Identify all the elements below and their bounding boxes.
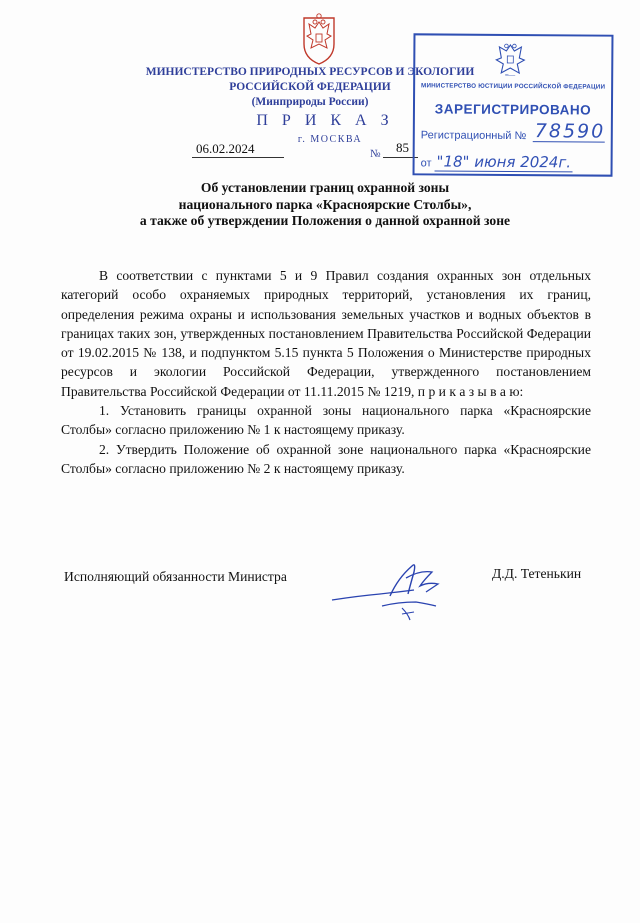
title-line1: Об установлении границ охранной зоны: [200, 180, 450, 195]
registration-stamp: [413, 33, 614, 176]
ministry-short-name: (Минприроды России): [251, 96, 369, 108]
stamp-date-value: "18" июня 2024г.: [435, 152, 574, 172]
document-type: П Р И К А З: [256, 112, 394, 129]
russian-coat-of-arms-icon: [298, 10, 340, 66]
stamp-date-prefix: от: [420, 157, 432, 170]
document-title: [60, 180, 590, 230]
ministry-name-line1: МИНИСТЕРСТВО ПРИРОДНЫХ РЕСУРСОВ И ЭКОЛОГИИ: [145, 66, 475, 78]
stamp-ministry: МИНИСТЕРСТВО ЮСТИЦИИ РОССИЙСКОЙ ФЕДЕРАЦИИ: [420, 82, 606, 91]
stamp-reg-number-label: Регистрационный №: [420, 129, 527, 143]
body-paragraph-item2: 2. Утвердить Положение об охранной зоне национального парка «Красноярские Столбы» согласно приложению № 2 к настоящему приказу.: [61, 441, 591, 476]
russian-coat-of-arms-icon: [493, 41, 527, 81]
stamp-reg-number-underline: [533, 141, 605, 143]
stamp-date: [421, 152, 574, 171]
handwritten-signature: [328, 556, 458, 628]
document-city: г. МОСКВА: [297, 134, 363, 145]
stamp-registered: ЗАРЕГИСТРИРОВАНО: [434, 101, 592, 118]
signer-name: Д.Д. Тетенькин: [492, 566, 582, 581]
document-number: 85: [396, 140, 409, 155]
signer-position: Исполняющий обязанности Министра: [64, 569, 287, 584]
ministry-name-line2: РОССИЙСКОЙ ФЕДЕРАЦИИ: [229, 81, 391, 93]
document-body: [61, 266, 591, 478]
number-label: №: [370, 148, 381, 160]
stamp-reg-number: 78590: [534, 120, 606, 143]
document-date: 06.02.2024: [192, 141, 284, 158]
body-paragraph-item1: 1. Установить границы охранной зоны национального парка «Красноярские Столбы» согласно приложению № 1 к настоящему приказу.: [61, 403, 591, 438]
title-line2: национального парка «Красноярские Столбы»,: [178, 196, 472, 212]
title-line3: а также об утверждении Положения о данной охранной зоне: [139, 213, 511, 228]
body-paragraph-preamble: В соответствии с пунктами 5 и 9 Правил создания охранных зон отдельных категорий особо охраняемых природных территорий, установления их границ, определения режима охраны и использования земельных участков и водных объектов в границах таких зон, утвержденных постановлением Правительства Российской Федерации от 19.02.2015 № 138, и подпунктом 5.15 пункта 5 Положения о Министерстве природных ресурсов и экологии Российской Федерации, утвержденного постановлением Правительства Российской Федерации от 11.11.2015 № 1219, п р и к а з ы в а ю:: [61, 268, 591, 399]
